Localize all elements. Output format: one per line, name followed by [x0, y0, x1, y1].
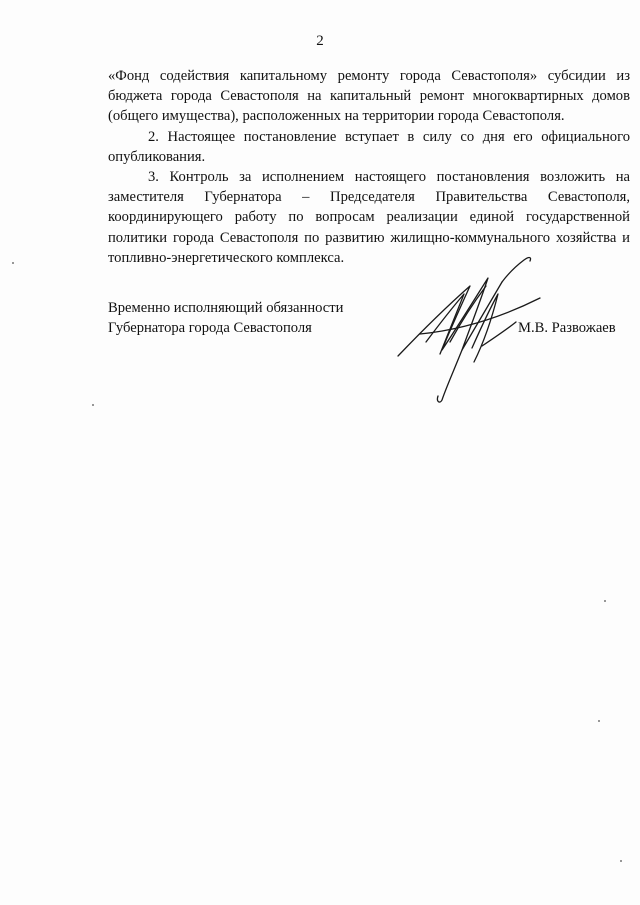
scan-speck — [598, 720, 600, 722]
scan-speck — [92, 404, 94, 406]
paragraph-2: 2. Настоящее постановление вступает в силу со дня его официального опубликования. — [108, 128, 630, 165]
scan-speck — [604, 600, 606, 602]
paragraph-3: 3. Контроль за исполнением настоящего постановления возложить на заместителя Губернатора – Председателя Правительства Севастополя, координирующего работу по вопросам реализации единой государственной политики города Севастополя по развитию жилищно-коммунального хозяйства и топливно-энергетического комплекса. — [108, 169, 630, 266]
page-number: 2 — [316, 33, 324, 49]
signatory-position — [108, 298, 343, 338]
paragraph-continuation: «Фонд содействия капитальному ремонту города Севастополя» субсидии из бюджета города Севастополя на капитальный ремонт многоквартирных домов (общего имущества), расположенных на территории города Севастополя. — [108, 68, 630, 125]
document-body — [108, 66, 630, 268]
signatory-name: М.В. Развожаев — [518, 320, 616, 336]
signatory-position-line-2: Губернатора города Севастополя — [108, 320, 312, 336]
signatory-position-line-1: Временно исполняющий обязанности — [108, 300, 344, 316]
scan-speck — [620, 860, 622, 862]
scan-speck — [12, 262, 14, 264]
